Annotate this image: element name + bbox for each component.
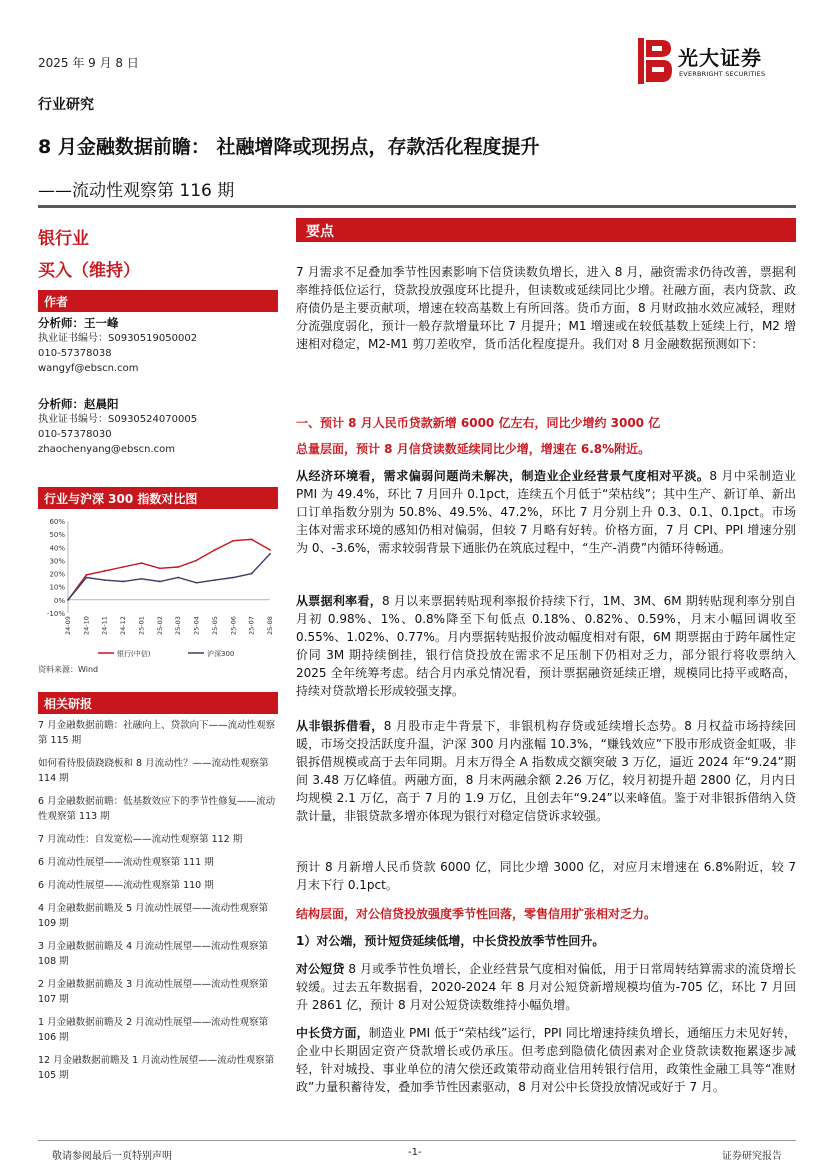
x-tick-label: 25-05 <box>210 616 219 635</box>
data-point <box>104 579 106 581</box>
paragraph-body: 8 月或季节性负增长，企业经营景气度相对偏低，用于日常周转结算需求的流贷增长较缓。过去五年数据看，2020-2024 年 8 月对公短贷新增规模均值为-705 亿，环比 7 月回升 2861 亿，预计 8 月对公短贷读数维持小幅负增。 <box>296 962 796 1012</box>
paragraph-forecast: 预计 8 月新增人民币贷款 6000 亿，同比少增 3000 亿，对应月末增速在 6.8%附近，较 7 月末下行 0.1pct。 <box>296 860 796 892</box>
paragraph-body: 8 月中采制造业 PMI 为 49.4%，环比 7 月回升 0.1pct，连续五个月低于“荣枯线”；其中生产、新订单、新出口订单指数分别为 50.8%、49.5%、47.2%，环比 7 月分别上升 0.3、0.1、0.1pct。市场主体对需求环境的感知仍相对偏弱，但较 7 月略有好转。价格方面，7 月 CPI、PPI 增速分别为 0、-3.6%，需求较弱背景下通胀仍在筑底过程中，“生产-消费”内循环待畅通。 <box>296 469 796 555</box>
company-logo <box>638 38 798 90</box>
rating-label: 买入（维持） <box>38 261 140 281</box>
index-comparison-chart <box>38 513 278 663</box>
legend-label: 银行(中信) <box>117 650 151 658</box>
everbright-logo-icon <box>638 38 672 84</box>
y-tick-label: 20% <box>49 570 65 579</box>
paragraph-lead: 从经济环境看，需求偏弱问题尚未解决，制造业企业经营景气度相对平淡。 <box>296 469 710 483</box>
paragraph-lead: 中长贷方面， <box>296 1026 369 1040</box>
reports-section-header: 相关研报 <box>38 692 278 714</box>
section-heading-3: 1）对公端，预计短贷延续低增，中长贷投放季节性回升。 <box>296 934 605 948</box>
data-point <box>122 581 124 583</box>
related-report-item[interactable]: 6 月流动性展望——流动性观察第 111 期 <box>38 857 214 868</box>
data-point <box>104 570 106 572</box>
related-report-item[interactable]: 12 月金融数据前瞻及 1 月流动性展望——流动性观察第 105 期 <box>38 1055 275 1081</box>
section-heading-1: 一、预计 8 月人民币贷款新增 6000 亿左右，同比少增约 3000 亿 <box>296 416 661 430</box>
paragraph-lead: 对公短贷 <box>296 962 345 976</box>
y-tick-label: 30% <box>49 557 65 566</box>
x-tick-label: 24-12 <box>119 616 128 635</box>
analyst-card <box>38 397 278 457</box>
related-report-item[interactable]: 如何看待股债跷跷板和 8 月流动性？——流动性观察第 114 期 <box>38 758 269 784</box>
industry-label: 银行业 <box>38 229 89 249</box>
related-reports-list <box>38 718 283 1091</box>
x-tick-label: 25-03 <box>174 616 183 635</box>
paragraph-lead: 从票据利率看， <box>296 594 382 608</box>
analyst-email[interactable]: zhaochenyang@ebscn.com <box>38 444 175 455</box>
data-point <box>177 577 179 579</box>
y-tick-label: 10% <box>49 583 65 592</box>
data-point <box>141 578 143 580</box>
paragraph-economy <box>296 467 796 557</box>
report-category: 行业研究 <box>38 97 94 113</box>
related-report-item[interactable]: 4 月金融数据前瞻及 5 月流动性展望——流动性观察第 109 期 <box>38 903 269 929</box>
series-line-1 <box>68 554 270 600</box>
data-point <box>214 579 216 581</box>
header-divider <box>38 205 796 208</box>
paragraph-body: 8 月股市走牛背景下，非银机构存贷或延续增长态势。8 月权益市场持续回暖，市场交投活跃度升温，沪深 300 月内涨幅 10.3%，“赚钱效应”下股市形成资金虹吸，非银拆借规模或高于去年同期。月末万得全 A 指数成交额突破 3 万亿，逼近 2024 年“9.24”期间 3.48 万亿峰值。两融方面，8 月末两融余额 2.26 万亿，较月初提升超 2800 亿，月内日均规模 2.1 万亿，高于 7 月的 1.9 万亿，且创去年“9.24”以来峰值。鉴于对非银拆借纳入贷款计量，非银贷款多增亦体现为银行对稳定信贷诉求较强。 <box>296 719 796 823</box>
page-number: -1- <box>408 1147 422 1158</box>
analyst-card <box>38 316 278 376</box>
analyst-name: 分析师：赵晨阳 <box>38 397 119 411</box>
data-point <box>122 566 124 568</box>
y-tick-label: -10% <box>46 610 65 618</box>
x-tick-label: 24-10 <box>82 616 91 635</box>
paragraph-long-loans <box>296 1024 796 1096</box>
x-tick-label: 25-06 <box>229 616 238 635</box>
data-point <box>196 582 198 584</box>
keypoint-header <box>296 218 796 242</box>
logo-chinese-name: 光大证券 <box>678 46 762 70</box>
paragraph-lead: 从非银拆借看， <box>296 719 384 733</box>
y-tick-label: 40% <box>49 544 65 553</box>
page-title: 8 月金融数据前瞻： 社融增降或现拐点，存款活化程度提升 <box>38 136 540 158</box>
section-subheading: 总量层面，预计 8 月信贷读数延续同比少增，增速在 6.8%附近。 <box>296 442 651 456</box>
data-point <box>85 574 87 576</box>
paragraph-short-loans <box>296 960 796 1014</box>
paragraph-body: 制造业 PMI 低于“荣枯线”运行，PPI 同比增速持续负增长，通缩压力未见好转，企业中长期固定资产贷款增长或仍承压。但考虑到隐债化债因素对企业贷款读数拖累逐步减轻，针对城投、事业单位的清欠偿还政策带动商业信用转银行信用，政策性金融工具等“准财政”力量积蓄待发，叠加季节性因素驱动，8 月对公中长贷投放情况或好于 7 月。 <box>296 1026 796 1094</box>
data-point <box>251 573 253 575</box>
analyst-cert: 执业证书编号：S0930524070005 <box>38 414 198 425</box>
report-date: 2025 年 9 月 8 日 <box>38 56 139 70</box>
author-section-header: 作者 <box>38 290 278 312</box>
analyst-email[interactable]: wangyf@ebscn.com <box>38 363 139 374</box>
data-point <box>232 577 234 579</box>
section-heading-2: 结构层面，对公信贷投放强度季节性回落，零售信用扩张相对乏力。 <box>296 907 657 921</box>
y-tick-label: 50% <box>49 531 65 540</box>
y-tick-label: 60% <box>49 518 65 526</box>
data-point <box>214 549 216 551</box>
paragraph-bills <box>296 592 796 700</box>
series-line-0 <box>68 539 270 600</box>
x-tick-label: 25-08 <box>266 616 274 635</box>
chart-section-header: 行业与沪深 300 指数对比图 <box>38 487 278 509</box>
analyst-cert: 执业证书编号：S0930519050002 <box>38 333 198 344</box>
related-report-item[interactable]: 6 月流动性展望——流动性观察第 110 期 <box>38 880 214 891</box>
x-tick-label: 25-07 <box>247 616 256 635</box>
x-tick-label: 24-09 <box>64 616 72 635</box>
chart-source: 资料来源：Wind <box>38 665 99 674</box>
data-point <box>67 599 69 601</box>
keypoint-label: 要点 <box>306 224 334 240</box>
related-report-item[interactable]: 7 月金融数据前瞻：社融向上、贷款向下——流动性观察第 115 期 <box>38 720 276 746</box>
data-point <box>196 560 198 562</box>
x-tick-label: 24-11 <box>100 616 109 635</box>
logo-english-name: EVERBRIGHT SECURITIES <box>679 70 766 78</box>
y-tick-label: 0% <box>53 596 65 605</box>
analyst-name: 分析师：王一峰 <box>38 316 119 330</box>
analyst-phone: 010-57378038 <box>38 348 112 359</box>
data-point <box>159 581 161 583</box>
data-point <box>141 562 143 564</box>
footer-divider <box>38 1140 796 1141</box>
data-point <box>269 553 271 555</box>
data-point <box>251 539 253 541</box>
x-tick-label: 25-01 <box>137 616 146 635</box>
page-subtitle: ——流动性观察第 116 期 <box>38 181 235 201</box>
data-point <box>85 577 87 579</box>
data-point <box>269 549 271 551</box>
data-point <box>159 567 161 569</box>
related-report-item[interactable]: 7 月流动性：自发宽松——流动性观察第 112 期 <box>38 834 243 845</box>
data-point <box>232 540 234 542</box>
footer-disclaimer[interactable]: 敬请参阅最后一页特别声明 <box>52 1151 172 1162</box>
analyst-phone: 010-57378030 <box>38 429 112 440</box>
paragraph-nonbank <box>296 717 796 825</box>
related-report-item[interactable]: 2 月金融数据前瞻及 3 月流动性展望——流动性观察第 107 期 <box>38 979 269 1005</box>
related-report-item[interactable]: 3 月金融数据前瞻及 4 月流动性展望——流动性观察第 108 期 <box>38 941 269 967</box>
paragraph-body: 8 月以来票据转贴现利率报价持续下行，1M、3M、6M 期转贴现利率分别自月初 0.98%、1%、0.8%降至下旬低点 0.18%、0.82%、0.59%，月末小幅回调收至 0.55%、1.02%、0.77%。月内票据转贴报价波动幅度相对有限，6M 期票据由于跨年属性定价同 3M 期持续倒挂，银行信贷投放在需求不足压制下仍相对乏力，部分银行将收票纳入 2025 全年统筹考虑。结合月内承兑情况看，预计票据融资延续正增，规模同比持平或略高，持续对贷款增长形成较强支撑。 <box>296 594 796 698</box>
data-point <box>177 566 179 568</box>
legend-label: 沪深300 <box>207 650 235 658</box>
intro-paragraph: 7 月需求不足叠加季节性因素影响下信贷读数负增长，进入 8 月，融资需求仍待改善，票据利率维持低位运行，贷款投放强度环比提升，但读数或延续同比少增。社融方面，表内贷款、政府债仍是主要贡献项，增速在较高基数上有所回落。货币方面，8 月财政抽水效应减轻，理财分流强度弱化，预计一般存款增量环比 7 月提升；M1 增速或在较低基数上延续上行，M2 增速相对稳定，M2-M1 剪刀差收窄，货币活化程度提升。我们对 8 月金融数据预测如下： <box>296 265 796 351</box>
footer-report-type: 证券研究报告 <box>722 1151 782 1162</box>
x-tick-label: 25-04 <box>192 616 201 635</box>
related-report-item[interactable]: 6 月金融数据前瞻：低基数效应下的季节性修复——流动性观察第 113 期 <box>38 796 276 822</box>
related-report-item[interactable]: 1 月金融数据前瞻及 2 月流动性展望——流动性观察第 106 期 <box>38 1017 269 1043</box>
x-tick-label: 25-02 <box>155 616 164 635</box>
